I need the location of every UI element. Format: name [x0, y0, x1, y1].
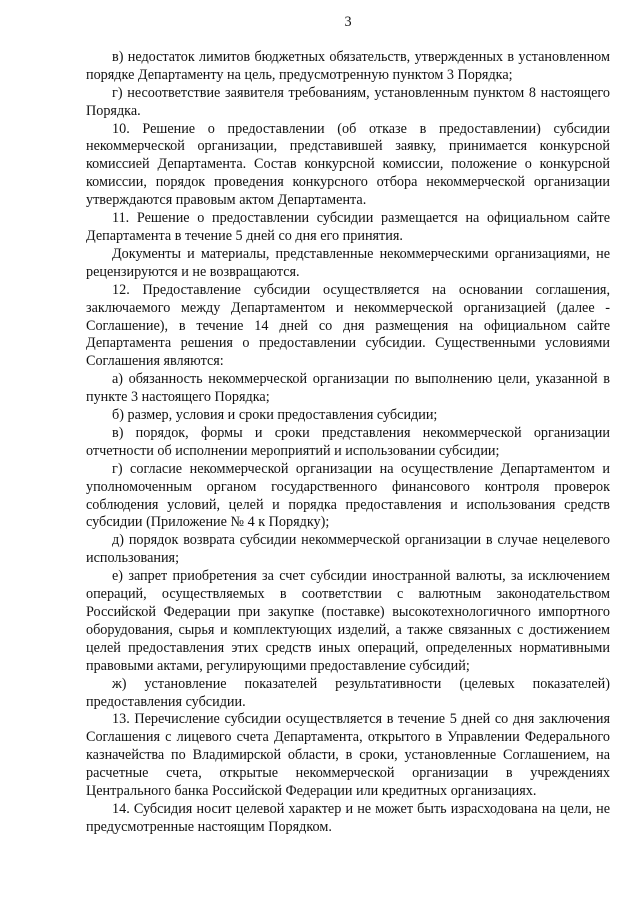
paragraph-condition-v: в) порядок, формы и сроки представления некоммерческой организации отчетности об исполнении мероприятий и использовании субсидии; [86, 424, 610, 459]
paragraph-item-v-budget-limits: в) недостаток лимитов бюджетных обязательств, утвержденных в установленном порядке Департаменту на цель, предусмотренную пунктом 3 Порядка; [86, 48, 610, 83]
paragraph-11-publication: 11. Решение о предоставлении субсидии размещается на официальном сайте Департамента в течение 5 дней со дня его принятия. [86, 210, 610, 244]
page-number: 3 [344, 14, 352, 30]
paragraph-item-g-requirements: г) несоответствие заявителя требованиям, установленным пунктом 8 настоящего Порядка. [86, 84, 610, 119]
paragraph-condition-a: а) обязанность некоммерческой организации по выполнению цели, указанной в пункте 3 настоящего Порядка; [86, 371, 610, 406]
paragraph-condition-d: д) порядок возврата субсидии некоммерческой организации в случае нецелевого использования; [86, 532, 610, 567]
paragraph-documents-not-returned: Документы и материалы, представленные некоммерческими организациями, не рецензируются и не возвращаются. [86, 245, 610, 280]
paragraph-12-agreement: 12. Предоставление субсидии осуществляется на основании соглашения, заключаемого между Департаментом и некоммерческой организацией (далее - Соглашение), в течение 14 дней со дня размещения на официальном сайте Департамента решения о предоставлении субсидии. Существенными условиями Соглашения являются: [86, 281, 610, 370]
paragraph-condition-b: б) размер, условия и сроки предоставления субсидии; [112, 407, 438, 424]
paragraph-10-decision: 10. Решение о предоставлении (об отказе в предоставлении) субсидии некоммерческой организации, представившей заявку, принимается конкурсной комиссией Департамента. Состав конкурсной комиссии, положение о конкурсной комиссии, порядок проведения конкурсного отбора некоммерческой организации утверждаются правовым актом Департамента. [86, 120, 610, 209]
paragraph-13-transfer: 13. Перечисление субсидии осуществляется в течение 5 дней со дня заключения Соглашения с лицевого счета Департамента, открытого в Управлении Федерального казначейства по Владимирской области, в сроки, установленные Соглашением, на расчетные счета, открытые некоммерческой организации в учреждениях Центрального банка Российской Федерации или кредитных организациях. [86, 711, 610, 800]
paragraph-14-purpose: 14. Субсидия носит целевой характер и не может быть израсходована на цели, не предусмотренные настоящим Порядком. [86, 800, 610, 835]
paragraph-condition-g: г) согласие некоммерческой организации на осуществление Департаментом и уполномоченным органом государственного финансового контроля проверок соблюдения условий, целей и порядка предоставления и использования средств субсидии (Приложение № 4 к Порядку); [86, 460, 610, 531]
paragraph-condition-e: е) запрет приобретения за счет субсидии иностранной валюты, за исключением операций, осуществляемых в соответствии с валютным законодательством Российской Федерации при закупке (поставке) высокотехнологичного импортного оборудования, сырья и комплектующих изделий, а также связанных с достижением целей предоставления этих средств иных операций, определенных нормативными правовыми актами, регулирующими предоставление субсидий; [86, 568, 610, 674]
paragraph-condition-zh: ж) установление показателей результативности (целевых показателей) предоставления субсидии. [86, 675, 610, 710]
